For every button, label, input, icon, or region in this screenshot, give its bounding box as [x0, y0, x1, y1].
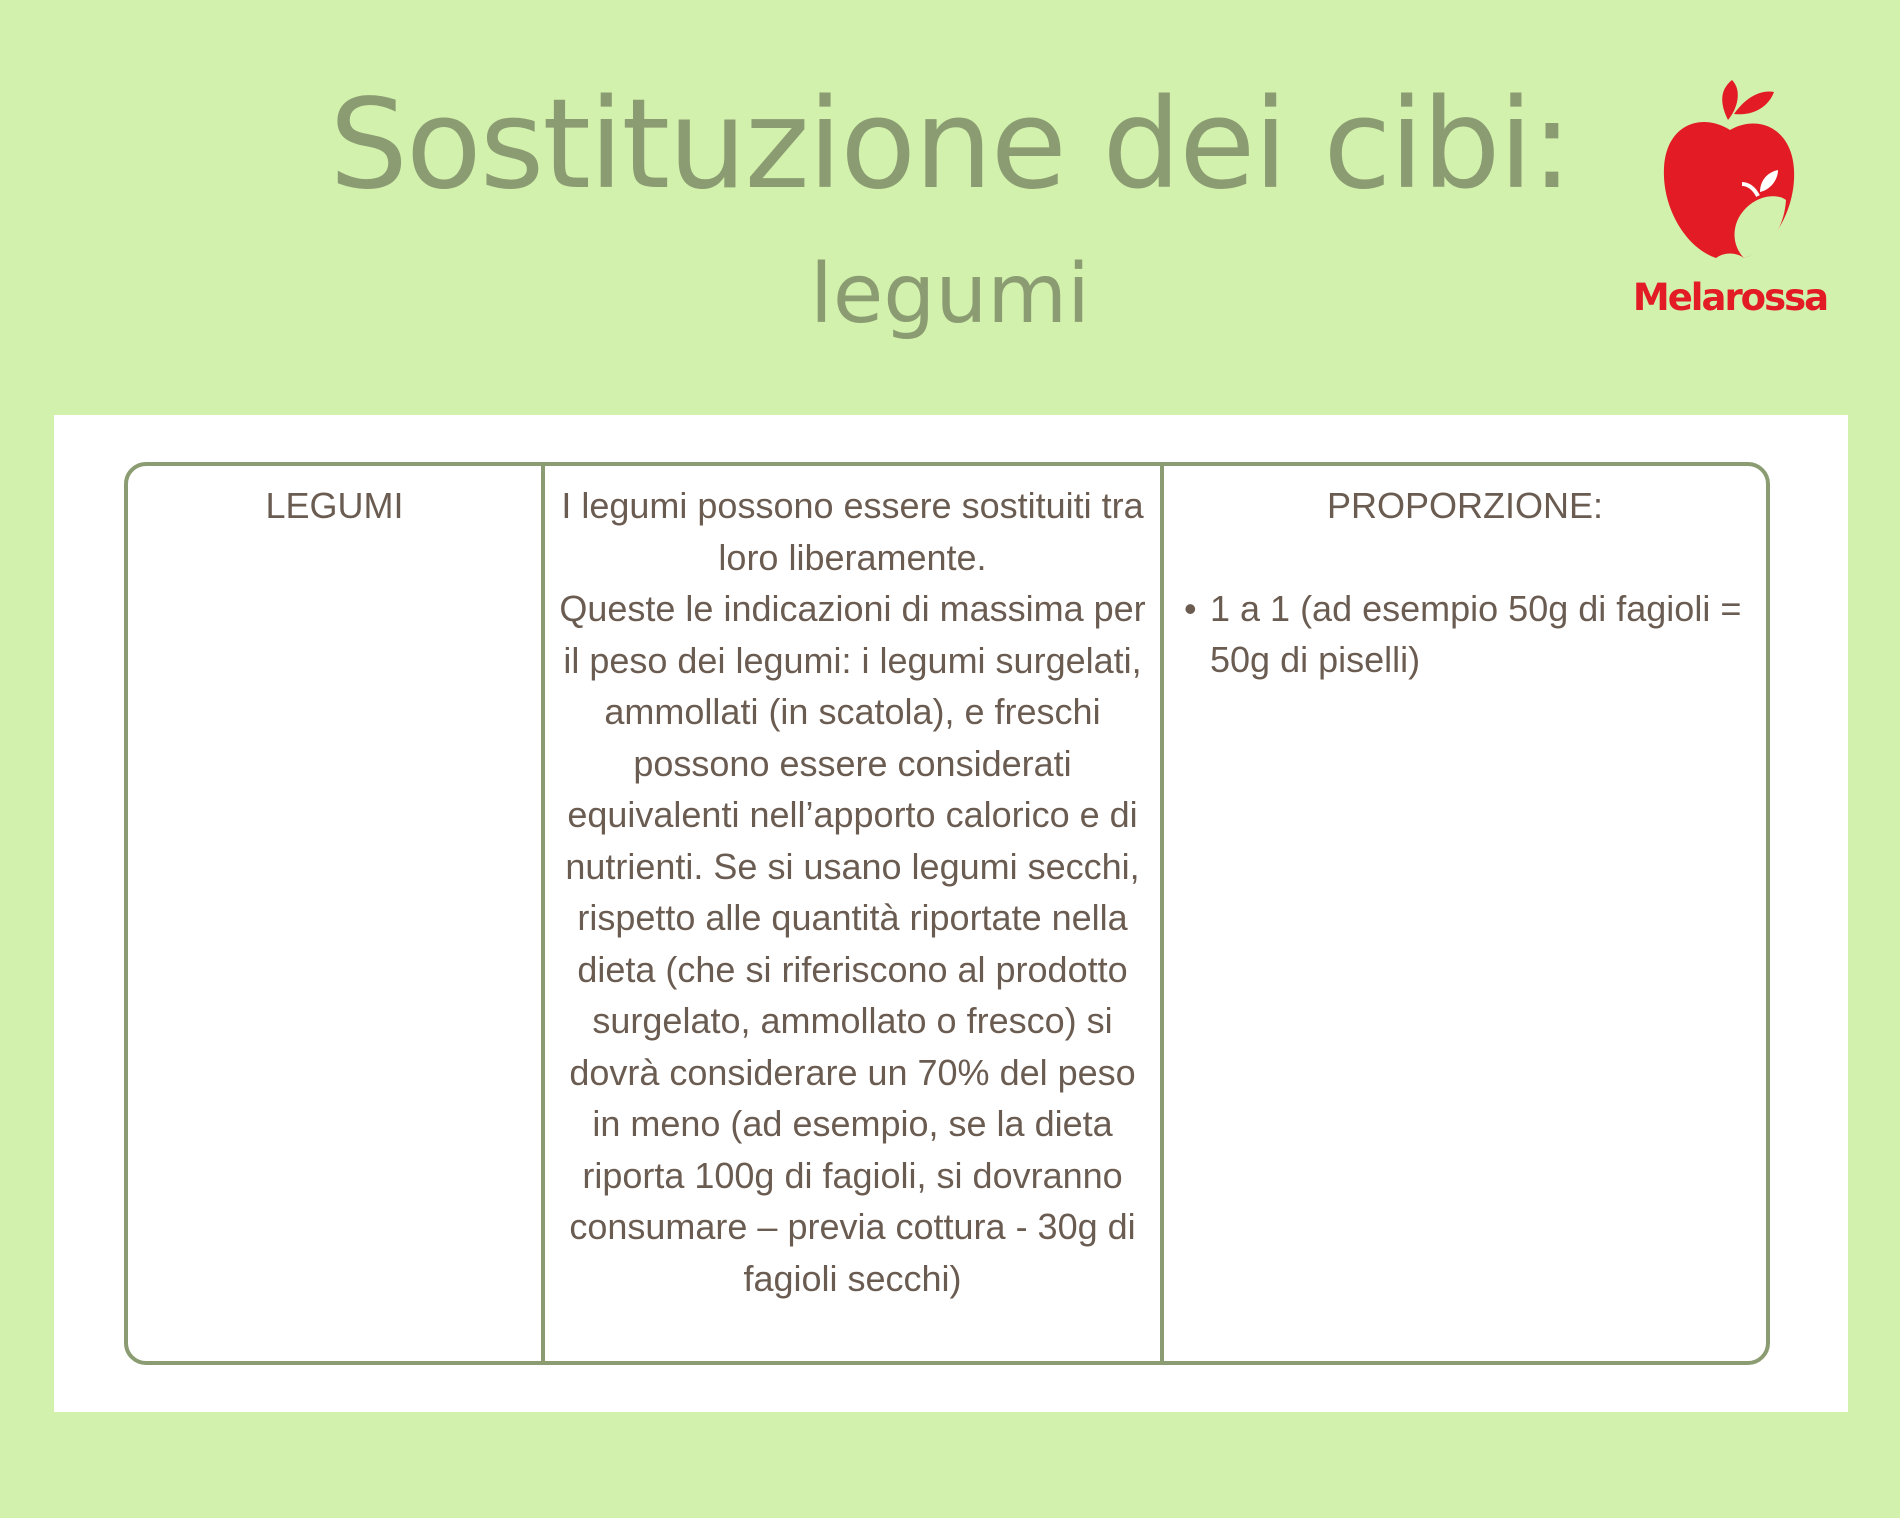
page-subtitle: legumi: [810, 247, 1090, 342]
brand-name: Melarossa: [1632, 276, 1828, 319]
category-label: LEGUMI: [265, 485, 404, 526]
melarossa-logo: [1615, 80, 1845, 330]
description-body: Queste le indicazioni di massima per il peso dei legumi: i legumi surgelati, ammollati (in scatola), e freschi possono essere considerati equivalenti nell’apporto calorico e di nutrienti. Se si usano legumi secchi, rispetto alle quantità riportate nella dieta (che si riferiscono al prodotto surgelato, ammollato o fresco) si dovrà considerare un 70% del peso in meno (ad esempio, se la dieta riporta 100g di fagioli, si dovranno consumare – previa cottura - 30g di fagioli secchi): [559, 588, 1146, 1299]
page-title: Sostituzione dei cibi:: [329, 73, 1571, 217]
description-intro: I legumi possono essere sostituiti tra loro liberamente.: [561, 485, 1144, 578]
proportion-header: PROPORZIONE:: [1326, 485, 1604, 526]
apple-logo-icon: [1660, 80, 1800, 265]
list-item: • 1 a 1 (ad esempio 50g di fagioli = 50g di piselli): [1184, 583, 1746, 686]
description-column: [545, 466, 1164, 1361]
proportion-list: [1184, 583, 1746, 686]
content-panel: [54, 415, 1848, 1412]
proportion-column: [1164, 466, 1766, 1361]
category-column: [128, 466, 545, 1361]
substitution-table: [124, 462, 1770, 1365]
